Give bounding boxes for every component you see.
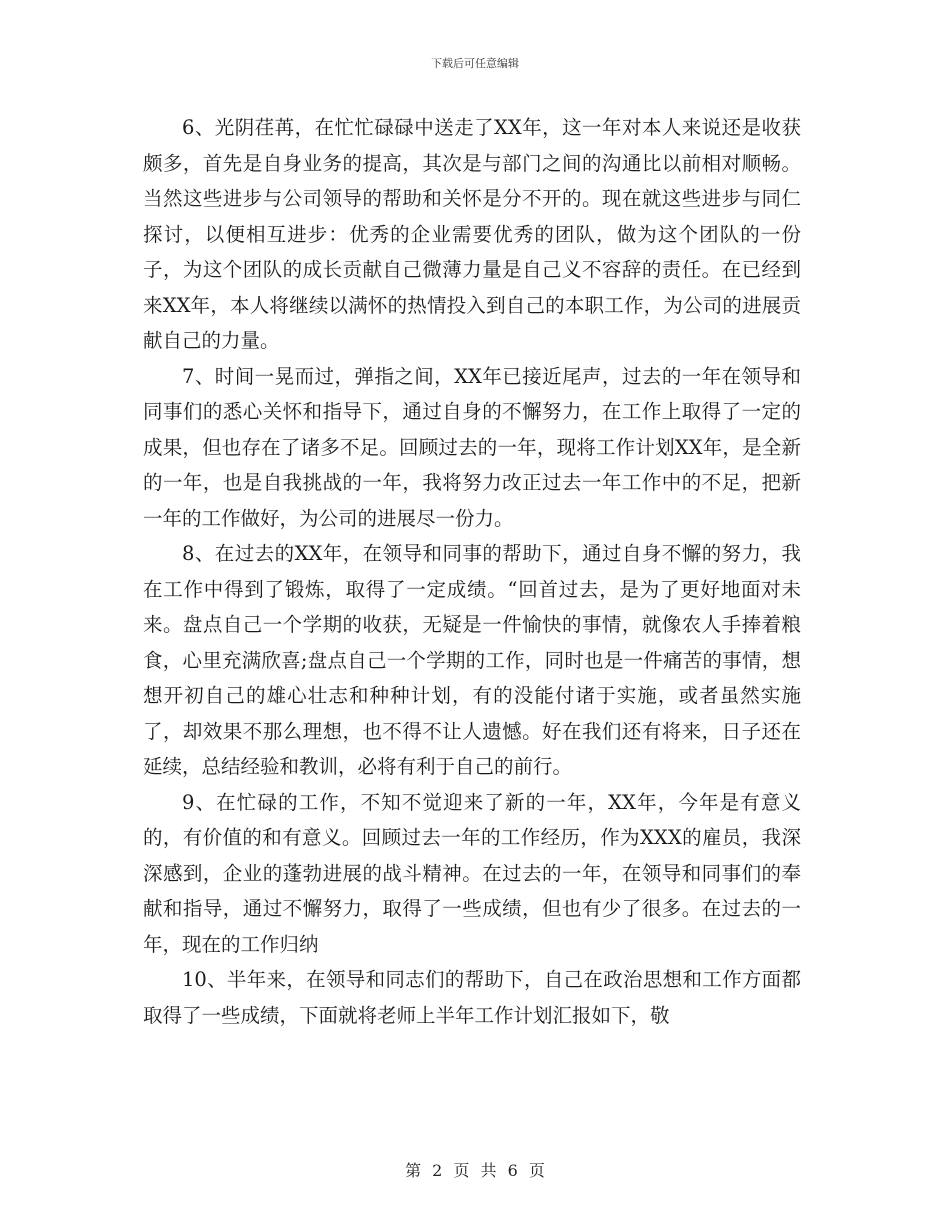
paragraph-8: 8、在过去的XX年，在领导和同事的帮助下，通过自身不懈的努力，我在工作中得到了锻炼，取得了一定成绩。“回首过去，是为了更好地面对未来。盘点自己一个学期的收获，无疑是一件愉快的事情，就像农人手捧着粮食，心里充满欣喜;盘点自己一个学期的工作，同时也是一件痛苦的事情，想想开初自己的雄心壮志和种种计划，有的没能付诸于实施，或者虽然实施了，却效果不那么理想，也不得不让人遗憾。好在我们还有将来，日子还在延续，总结经验和教训，必将有利于自己的前行。 — [143, 542, 801, 778]
paragraph-9: 9、在忙碌的工作，不知不觉迎来了新的一年，XX年，今年是有意义的，有价值的和有意义。回顾过去一年的工作经历，作为XXX的雇员，我深深感到，企业的蓬勃进展的战斗精神。在过去的一年，在领导和同事们的奉献和指导，通过不懈努力，取得了一些成绩，但也有少了很多。在过去的一年，现在的工作归纳 — [143, 790, 801, 956]
paragraph-10: 10、半年来，在领导和同志们的帮助下，自己在政治思想和工作方面都取得了一些成绩，下面就将老师上半年工作计划汇报如下，敬 — [143, 968, 801, 1027]
page-number-footer: 第 2 页 共 6 页 — [405, 1161, 545, 1180]
page-header: 下载后可任意编辑 — [431, 57, 519, 70]
paragraph-6: 6、光阴荏苒，在忙忙碌碌中送走了XX年，这一年对本人来说还是收获颇多，首先是自身业务的提高，其次是与部门之间的沟通比以前相对顺畅。当然这些进步与公司领导的帮助和关怀是分不开的。现在就这些进步与同仁探讨，以便相互进步：优秀的企业需要优秀的团队，做为这个团队的一份子，为这个团队的成长贡献自己微薄力量是自己义不容辞的责任。在已经到来XX年，本人将继续以满怀的热情投入到自己的本职工作，为公司的进展贡献自己的力量。 — [143, 116, 801, 352]
paragraph-7: 7、时间一晃而过，弹指之间，XX年已接近尾声，过去的一年在领导和同事们的悉心关怀和指导下，通过自身的不懈努力，在工作上取得了一定的成果，但也存在了诸多不足。回顾过去的一年，现将工作计划XX年，是全新的一年，也是自我挑战的一年，我将努力改正过去一年工作中的不足，把新一年的工作做好，为公司的进展尽一份力。 — [143, 364, 801, 530]
document-body — [143, 110, 801, 1033]
